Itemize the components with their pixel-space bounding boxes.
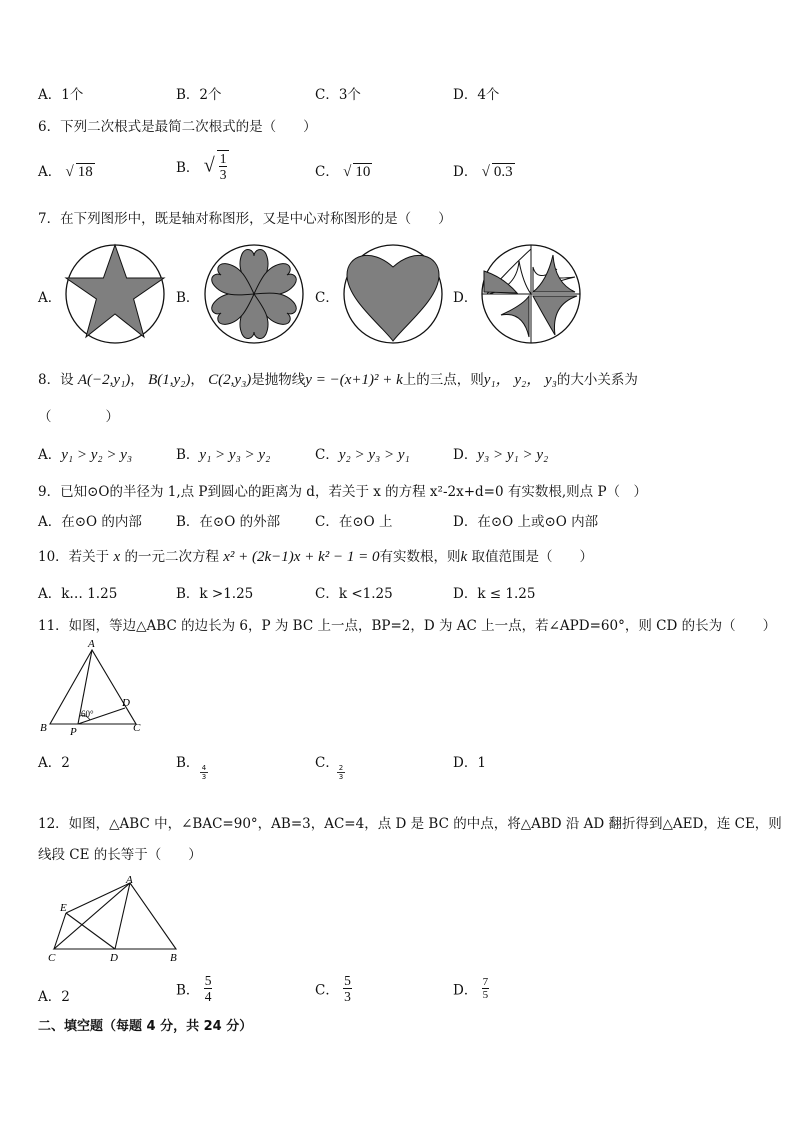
equilateral-triangle-figure <box>38 640 148 736</box>
q9-stem: 9．已知⊙O的半径为 1,点 P到圆心的距离为 d，若关于 x 的方程 x²-2x+d=0 有实数根,则点 P（ ） <box>38 484 648 500</box>
option-label: B． <box>176 87 200 103</box>
q10-stem <box>38 545 593 566</box>
q11-option-a[interactable] <box>38 751 70 771</box>
heart-in-circle-figure <box>341 243 445 345</box>
q12-stem-line1: 12．如图，△ABC 中，∠BAC=90°，AB=3，AC=4，点 D 是 BC 的中点，将△ABD 沿 AD 翻折得到△AED，连 CE，则 <box>38 816 782 832</box>
option-label: A． <box>38 989 62 1005</box>
option-label: C． <box>315 514 339 530</box>
label-b: B <box>170 952 177 964</box>
q8-option-b[interactable] <box>176 443 270 464</box>
option-text: k ≤ 1.25 <box>477 586 536 602</box>
option-label: C． <box>315 755 339 771</box>
fraction-numerator: 7 <box>482 976 489 988</box>
q10-option-b[interactable] <box>176 582 253 602</box>
q6-option-a[interactable]: A． √ 18 <box>38 164 93 180</box>
q11-option-b-fraction <box>200 764 208 781</box>
label-b: B <box>40 722 47 734</box>
option-text: 在⊙O 的内部 <box>61 514 142 530</box>
fraction-denominator: 5 <box>482 989 489 1001</box>
q6-option-c[interactable]: C． √ 10 <box>315 164 371 180</box>
fraction-numerator: 4 <box>201 764 207 772</box>
option-text: k >1.25 <box>199 586 254 602</box>
option-label: D． <box>453 586 478 602</box>
q6-option-b[interactable]: B． √ $\frac{1}{3}$ <box>176 150 229 182</box>
option-label: C． <box>315 982 339 999</box>
option-text: 在⊙O 的外部 <box>199 514 281 530</box>
q9-option-c[interactable] <box>315 510 393 530</box>
point-c: C(2,y₃) <box>208 372 252 388</box>
option-text: y₂ > y₃ > y₁ <box>338 447 410 463</box>
section-heading: 二、填空题（每题 4 分，共 24 分） <box>38 1019 253 1034</box>
q12-option-c[interactable] <box>315 973 352 1004</box>
option-text: 2 <box>61 989 70 1005</box>
variables: y₁， y₂， y₃ <box>483 372 557 388</box>
option-text: y₁ > y₂ > y₃ <box>61 447 133 463</box>
q7-stem: 7．在下列图形中，既是轴对称图形，又是中心对称图形的是（ ） <box>38 211 452 227</box>
option-label: C． <box>315 447 339 463</box>
stem-text: 是抛物线 <box>251 372 306 388</box>
q9-option-b[interactable] <box>176 510 280 530</box>
option-label: B． <box>176 982 200 999</box>
q7-label-a[interactable]: A． <box>38 290 62 306</box>
q8-option-a[interactable] <box>38 443 132 464</box>
parabola-equation: y = −(x+1)² + k <box>305 372 403 388</box>
stem-text: 的大小关系为 <box>556 372 638 388</box>
label-c: C <box>133 722 141 734</box>
q5-option-c[interactable] <box>315 83 361 103</box>
stem-text: 上的三点，则 <box>402 372 484 388</box>
option-label: B． <box>176 755 200 771</box>
fraction-denominator: 4 <box>204 989 212 1004</box>
q11-stem: 11．如图，等边△ABC 的边长为 6，P 为 BC 上一点，BP=2，D 为 AC 上一点，若∠APD=60°，则 CD 的长为（ ） <box>38 618 777 634</box>
q8-option-d[interactable] <box>453 443 548 464</box>
q7-label-b[interactable]: B． <box>176 290 200 306</box>
option-text: 1 <box>477 755 486 771</box>
q5-option-d[interactable] <box>453 83 499 103</box>
q9-option-a[interactable] <box>38 510 142 530</box>
stem-text: 的一元二次方程 <box>124 549 219 565</box>
q7-label-c[interactable]: C． <box>315 290 339 306</box>
q10-option-a[interactable] <box>38 582 117 602</box>
option-label: B． <box>176 447 200 463</box>
option-label: D． <box>453 514 478 530</box>
option-label: A． <box>38 755 62 771</box>
q5-option-a[interactable] <box>38 83 83 103</box>
stem-text: 8．设 <box>38 372 74 388</box>
label-d: D <box>110 952 118 964</box>
fraction-numerator: 5 <box>204 973 212 988</box>
q12-option-b[interactable] <box>176 973 212 1004</box>
option-label: D． <box>453 447 478 463</box>
four-curved-triangles-figure <box>479 243 583 345</box>
option-label: B． <box>176 586 200 602</box>
option-label: B． <box>176 160 200 176</box>
q10-option-d[interactable] <box>453 582 535 602</box>
option-label: B． <box>176 514 200 530</box>
q12-option-a[interactable] <box>38 985 70 1005</box>
q8-option-c[interactable] <box>315 443 410 464</box>
q6-stem: 6．下列二次根式是最简二次根式的是（ ） <box>38 119 317 135</box>
option-label: D． <box>453 87 478 103</box>
option-label: C． <box>315 586 339 602</box>
radicand: 0.3 <box>493 164 513 180</box>
label-c: C <box>48 952 56 964</box>
option-text: k <1.25 <box>338 586 393 602</box>
fraction-denominator: 3 <box>219 167 227 182</box>
q6-option-d[interactable]: D． √ 0.3 <box>453 164 513 180</box>
fold-triangle-figure <box>42 873 188 965</box>
label-d: D <box>122 697 130 709</box>
label-a: A <box>88 640 95 650</box>
option-text: 2 <box>61 755 70 771</box>
fraction-denominator: 3 <box>201 773 207 781</box>
option-label: A． <box>38 586 62 602</box>
label-a: A <box>126 874 133 886</box>
angle-label: 60° <box>81 709 94 719</box>
fraction-denominator: 3 <box>344 989 351 1004</box>
variable-k: k <box>460 549 468 565</box>
radicand: 18 <box>77 164 93 180</box>
quadratic-equation: x² + (2k−1)x + k² − 1 = 0 <box>223 549 380 565</box>
star-in-circle-figure <box>62 243 168 345</box>
option-label: A． <box>38 514 62 530</box>
option-text: y₃ > y₁ > y₂ <box>477 447 549 463</box>
label-e: E <box>60 902 67 914</box>
point-a: A(−2,y₁) <box>77 372 131 388</box>
stem-text: 取值范围是（ ） <box>471 549 593 565</box>
option-label: D． <box>453 982 478 999</box>
option-label: C． <box>315 87 339 103</box>
option-text: k… 1.25 <box>61 586 118 602</box>
q11-option-d[interactable] <box>453 751 486 771</box>
option-label: A． <box>38 447 62 463</box>
q11-option-c[interactable] <box>315 751 339 771</box>
option-text: 1个 <box>61 87 84 103</box>
stem-text: 有实数根，则 <box>379 549 461 565</box>
q11-option-b[interactable] <box>176 751 199 771</box>
fraction-numerator: 2 <box>338 764 344 772</box>
option-text: y₁ > y₃ > y₂ <box>199 447 271 463</box>
label-p: P <box>70 726 77 736</box>
option-label: A． <box>38 164 62 180</box>
point-b: B(1,y₂) <box>148 372 191 388</box>
q5-option-b[interactable] <box>176 83 222 103</box>
option-label: D． <box>453 755 478 771</box>
fraction-denominator: 3 <box>338 773 344 781</box>
q10-option-c[interactable] <box>315 582 393 602</box>
option-text: 在⊙O 上 <box>338 514 393 530</box>
fraction-numerator: 1 <box>219 151 227 166</box>
radicand: 10 <box>355 164 371 180</box>
option-label: D． <box>453 164 478 180</box>
option-label: C． <box>315 164 339 180</box>
option-text: 在⊙O 上或⊙O 内部 <box>477 514 599 530</box>
q12-option-d[interactable] <box>453 976 489 1001</box>
option-label: A． <box>38 87 62 103</box>
q11-option-c-fraction <box>337 764 345 781</box>
fraction-numerator: 5 <box>344 973 351 988</box>
option-text: 4个 <box>477 87 500 103</box>
variable-x: x <box>113 549 121 565</box>
q12-stem-line2: 线段 CE 的长等于（ ） <box>38 847 202 863</box>
q7-label-d[interactable]: D． <box>453 290 478 306</box>
q8-stem: 8．设 A(−2,y₁)， B(1,y₂)， C(2,y₃)是抛物线y = −(x+1)² + k上的三点，则y₁， y₂， y₃的大小关系为 <box>38 372 638 388</box>
option-text: 3个 <box>338 87 361 103</box>
q9-option-d[interactable] <box>453 510 598 530</box>
stem-text: 10．若关于 <box>38 549 110 565</box>
q8-paren: （ ） <box>38 409 119 425</box>
heart-petal-figure <box>202 243 306 345</box>
option-text: 2个 <box>199 87 222 103</box>
